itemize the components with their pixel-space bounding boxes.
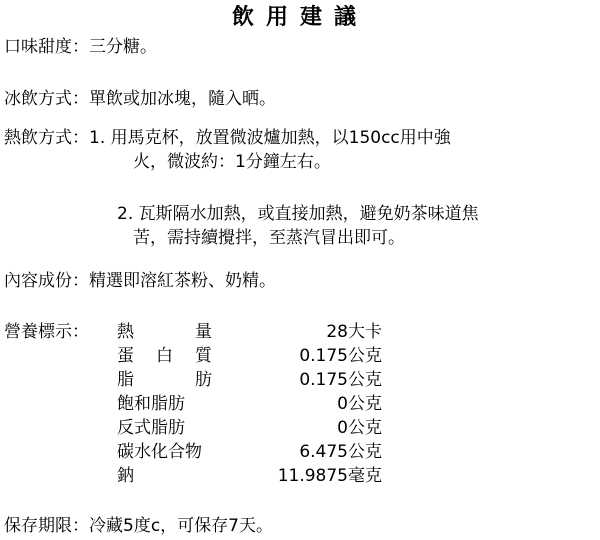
ingredients-value: 精選即溶紅茶粉、奶精。 — [89, 271, 276, 291]
nutrition-row — [117, 369, 382, 391]
hot-drink-label: 熱飲方式： — [4, 128, 89, 148]
nutrition-name — [117, 417, 212, 439]
taste-line — [4, 36, 157, 58]
nutrition-name — [117, 345, 212, 367]
nutrition-row — [117, 441, 382, 463]
storage-line — [4, 515, 273, 537]
nutrition-value: 0公克 — [337, 418, 382, 438]
nutrition-name-text — [117, 345, 212, 367]
nutrition-name — [117, 393, 212, 415]
nutrition-name-char: 質 — [195, 346, 212, 366]
nutrition-value: 28大卡 — [326, 322, 382, 342]
nutrition-name-char: 脂 — [117, 370, 134, 390]
nutrition-name-char: 肪 — [195, 370, 212, 390]
hot-drink-line — [4, 127, 451, 149]
nutrition-row — [117, 345, 382, 367]
ingredients-label: 內容成份： — [4, 271, 89, 291]
nutrition-row — [117, 321, 382, 343]
nutrition-value: 6.475公克 — [299, 442, 382, 462]
hot-drink-step1-line1: 1. 用馬克杯，放置微波爐加熱，以150cc用中強 — [89, 128, 451, 148]
cold-drink-line — [4, 88, 276, 110]
nutrition-label: 營養標示： — [4, 322, 89, 342]
nutrition-name — [117, 369, 212, 391]
nutrition-name-text: 反式脂肪 — [117, 418, 185, 438]
hot-drink-step2-line2: 苦，需持續攪拌，至蒸汽冒出即可。 — [133, 228, 405, 248]
cold-drink-label: 冰飲方式： — [4, 89, 89, 109]
nutrition-name-text: 飽和脂肪 — [117, 394, 185, 414]
cold-drink-value: 單飲或加冰塊，隨入晒。 — [89, 89, 276, 109]
nutrition-name-text: 鈉 — [117, 466, 134, 486]
nutrition-name-text — [117, 369, 212, 391]
ingredients-line — [4, 270, 276, 292]
nutrition-name-text: 碳水化合物 — [117, 442, 202, 462]
nutrition-name-char: 熱 — [117, 322, 134, 342]
nutrition-value: 0.175公克 — [299, 370, 382, 390]
nutrition-value: 11.9875毫克 — [277, 466, 382, 486]
nutrition-row — [117, 417, 382, 439]
nutrition-name — [117, 465, 212, 487]
storage-value: 冷藏5度c，可保存7天。 — [89, 516, 273, 536]
hot-drink-step1-line2: 火，微波約：1分鐘左右。 — [133, 152, 331, 172]
page-title: 飲用建議 — [231, 5, 368, 30]
nutrition-value: 0公克 — [337, 394, 382, 414]
nutrition-row — [117, 465, 382, 487]
storage-label: 保存期限： — [4, 516, 89, 536]
nutrition-name-char: 蛋 — [117, 346, 134, 366]
nutrition-value: 0.175公克 — [299, 346, 382, 366]
taste-value: 三分糖。 — [89, 37, 157, 57]
nutrition-name — [117, 321, 212, 343]
nutrition-name-char: 白 — [156, 346, 173, 366]
nutrition-row — [117, 393, 382, 415]
nutrition-name-text — [117, 321, 212, 343]
nutrition-name-char: 量 — [195, 322, 212, 342]
nutrition-name — [117, 441, 212, 463]
hot-drink-step2-line1: 2. 瓦斯隔水加熱，或直接加熱，避免奶茶味道焦 — [117, 204, 479, 224]
taste-label: 口味甜度： — [4, 37, 89, 57]
